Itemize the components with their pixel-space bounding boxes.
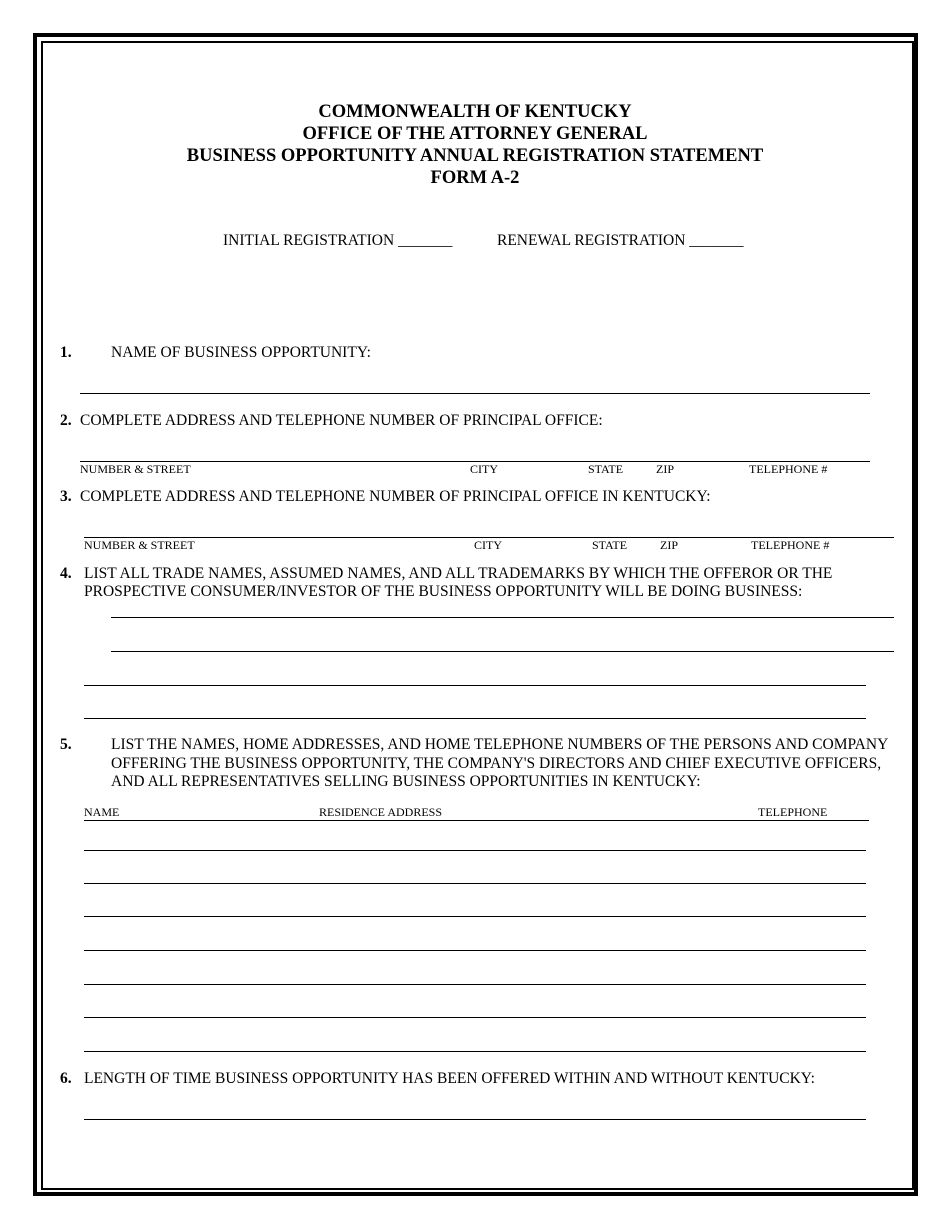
q4-answer-line[interactable] (84, 685, 866, 686)
q5-label-line-3: AND ALL REPRESENTATIVES SELLING BUSINESS OPPORTUNITIES IN KENTUCKY: (111, 773, 701, 790)
q1-answer-line[interactable] (80, 393, 870, 394)
q2-zip-label: ZIP (656, 462, 674, 476)
q5-header-line (84, 820, 869, 821)
q5-label-line-1: LIST THE NAMES, HOME ADDRESSES, AND HOME TELEPHONE NUMBERS OF THE PERSONS AND COMPANY (111, 736, 889, 753)
header-line-3: BUSINESS OPPORTUNITY ANNUAL REGISTRATION STATEMENT (186, 146, 764, 166)
q2-telephone-label: TELEPHONE # (749, 462, 828, 476)
q4-answer-line[interactable] (84, 718, 866, 719)
q6-label: LENGTH OF TIME BUSINESS OPPORTUNITY HAS BEEN OFFERED WITHIN AND WITHOUT KENTUCKY: (84, 1070, 815, 1087)
q3-zip-label: ZIP (660, 538, 678, 552)
q5-label-line-2: OFFERING THE BUSINESS OPPORTUNITY, THE COMPANY'S DIRECTORS AND CHIEF EXECUTIVE OFFICERS, (111, 755, 882, 772)
q5-answer-line[interactable] (84, 1017, 866, 1018)
initial-registration-field[interactable]: INITIAL REGISTRATION _______ (223, 232, 453, 249)
q5-answer-line[interactable] (84, 1051, 866, 1052)
q2-street-label: NUMBER & STREET (80, 462, 191, 476)
q2-number: 2. (60, 412, 72, 429)
q4-number: 4. (60, 565, 72, 582)
q6-number: 6. (60, 1070, 72, 1087)
renewal-registration-field[interactable]: RENEWAL REGISTRATION _______ (497, 232, 744, 249)
q2-state-label: STATE (588, 462, 624, 476)
form-number: FORM A-2 (430, 168, 520, 188)
q5-answer-line[interactable] (84, 984, 866, 985)
q3-state-label: STATE (592, 538, 628, 552)
q5-answer-line[interactable] (84, 950, 866, 951)
q2-label: COMPLETE ADDRESS AND TELEPHONE NUMBER OF PRINCIPAL OFFICE: (80, 412, 603, 429)
q1-label: NAME OF BUSINESS OPPORTUNITY: (111, 344, 371, 361)
q3-city-label: CITY (474, 538, 502, 552)
q5-answer-line[interactable] (84, 850, 866, 851)
q3-label: COMPLETE ADDRESS AND TELEPHONE NUMBER OF PRINCIPAL OFFICE IN KENTUCKY: (80, 488, 711, 505)
q1-number: 1. (60, 344, 72, 361)
q5-telephone-label: TELEPHONE (758, 805, 828, 819)
q3-telephone-label: TELEPHONE # (751, 538, 830, 552)
q4-label-line-1: LIST ALL TRADE NAMES, ASSUMED NAMES, AND ALL TRADEMARKS BY WHICH THE OFFEROR OR THE (84, 565, 833, 582)
q3-number: 3. (60, 488, 72, 505)
header-line-1: COMMONWEALTH OF KENTUCKY (318, 102, 632, 122)
q5-residence-label: RESIDENCE ADDRESS (319, 805, 443, 819)
header-line-2: OFFICE OF THE ATTORNEY GENERAL (302, 124, 648, 144)
q5-name-label: NAME (84, 805, 120, 819)
q4-answer-line[interactable] (111, 617, 894, 618)
q6-answer-line[interactable] (84, 1119, 866, 1120)
q4-answer-line[interactable] (111, 651, 894, 652)
q5-answer-line[interactable] (84, 883, 866, 884)
q4-label-line-2: PROSPECTIVE CONSUMER/INVESTOR OF THE BUSINESS OPPORTUNITY WILL BE DOING BUSINESS: (84, 583, 803, 600)
q5-answer-line[interactable] (84, 916, 866, 917)
q3-street-label: NUMBER & STREET (84, 538, 195, 552)
q5-number: 5. (60, 736, 72, 753)
q2-city-label: CITY (470, 462, 498, 476)
